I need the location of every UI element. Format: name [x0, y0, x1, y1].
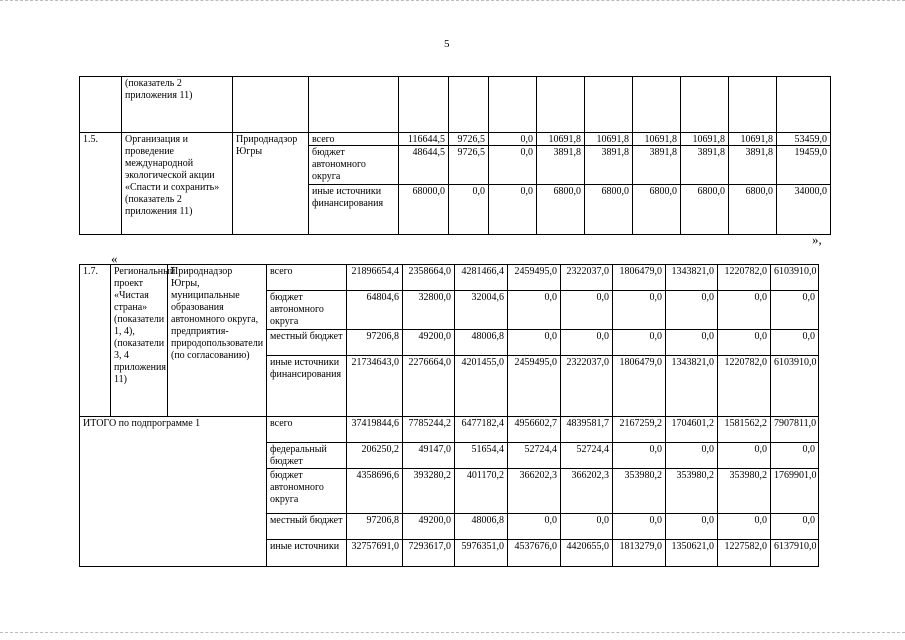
amount-cell: 49200,0 [403, 330, 454, 356]
amount-cell: 1220782,0 [718, 265, 770, 291]
amount-cell: 10691,8 [585, 133, 632, 146]
amount-cell: 116644,5 [399, 133, 448, 146]
row-name: (показатель 2 приложения 11) [122, 77, 233, 133]
closing-quote: », [812, 232, 822, 247]
scan-top-edge [0, 0, 905, 4]
amount-cell: 2276664,0 [408, 357, 451, 368]
amount-cell: 353980,2 [718, 469, 770, 514]
source-label: местный бюджет [267, 514, 346, 540]
amount-cell: 0,0 [520, 186, 533, 197]
amount-cell: 393280,2 [403, 469, 454, 514]
amount-cell: 0,0 [561, 514, 612, 540]
amount-cell: 6800,0 [745, 186, 773, 197]
amount-cell: 21896654,4 [347, 265, 402, 291]
amount-cell: 6800,0 [601, 186, 629, 197]
amount-cell: 353980,2 [613, 469, 665, 514]
amount-cell: 366202,3 [508, 469, 560, 514]
amount-cell: 4201455,0 [461, 357, 504, 368]
table-row [80, 265, 819, 417]
amount-cell: 19459,0 [777, 146, 830, 185]
source-label: иные источники финансирования [312, 186, 384, 209]
amount-cell: 1769901,0 [771, 469, 818, 514]
amount-cell: 0,0 [771, 330, 818, 356]
row-name: Региональный проект «Чистая страна» (показатели 1, 4), (показатели 3, 4 приложения 11) [111, 265, 168, 417]
source-label: всего [267, 265, 346, 291]
amount-cell: 97206,8 [347, 330, 402, 356]
source-label: иные источники [270, 541, 340, 552]
amount-cell: 4537676,0 [514, 541, 557, 552]
row-executor: Природнадзор Югры, муниципальные образования автономного округа, предприятия-природопользователи (по согласованию) [168, 265, 267, 417]
row-name: Организация и проведение международной экологической акции «Спасти и сохранить» (показатель 2 приложения 11) [122, 133, 233, 235]
amount-cell: 0,0 [489, 146, 536, 185]
source-label: бюджет автономного округа [309, 146, 398, 185]
amount-cell: 34000,0 [794, 186, 827, 197]
amount-cell: 4956602,7 [508, 417, 560, 443]
amount-cell: 6800,0 [697, 186, 725, 197]
table-section-1-5 [79, 76, 831, 235]
amount-cell: 401170,2 [455, 469, 507, 514]
table-row [80, 77, 831, 133]
amount-cell: 1350621,0 [671, 541, 714, 552]
amount-cell: 3891,8 [633, 146, 680, 185]
amount-cell: 10691,8 [729, 133, 776, 146]
source-label: бюджет автономного округа [267, 469, 346, 514]
amount-cell: 206250,2 [347, 443, 402, 469]
amount-cell: 68000,0 [412, 186, 445, 197]
amount-cell: 1220782,0 [724, 357, 767, 368]
amount-cell: 21734643,0 [351, 357, 399, 368]
amount-cell: 0,0 [508, 514, 560, 540]
amount-cell: 6103910,0 [774, 357, 817, 368]
table-section-1-7 [79, 264, 819, 567]
amount-cell: 0,0 [561, 330, 612, 356]
amount-cell: 97206,8 [347, 514, 402, 540]
amount-cell: 1343821,0 [671, 357, 714, 368]
source-label: бюджет автономного округа [267, 291, 346, 330]
amount-cell: 0,0 [489, 133, 536, 146]
amount-cell: 48644,5 [399, 146, 448, 185]
amount-cell: 0,0 [718, 330, 770, 356]
amount-cell: 0,0 [613, 443, 665, 469]
amount-cell: 0,0 [666, 291, 717, 330]
amount-cell: 1704601,2 [666, 417, 717, 443]
amount-cell: 0,0 [771, 443, 818, 469]
amount-cell: 5976351,0 [461, 541, 504, 552]
amount-cell: 4358696,6 [347, 469, 402, 514]
amount-cell: 51654,4 [455, 443, 507, 469]
amount-cell: 3891,8 [537, 146, 584, 185]
amount-cell: 3891,8 [585, 146, 632, 185]
amount-cell: 32004,6 [455, 291, 507, 330]
amount-cell: 2459495,0 [508, 265, 560, 291]
amount-cell: 9726,5 [449, 133, 488, 146]
amount-cell: 1813279,0 [619, 541, 662, 552]
amount-cell: 7293617,0 [408, 541, 451, 552]
amount-cell: 0,0 [666, 443, 717, 469]
source-column [267, 417, 347, 567]
total-label: ИТОГО по подпрограмме 1 [80, 417, 267, 567]
amount-cell: 52724,4 [561, 443, 612, 469]
amount-cell: 2459495,0 [514, 357, 557, 368]
amount-cell: 48006,8 [455, 330, 507, 356]
amount-cell: 7785244,2 [403, 417, 454, 443]
amount-cell: 32757691,0 [351, 541, 399, 552]
amount-cell: 37419844,6 [347, 417, 402, 443]
amount-cell: 4281466,4 [455, 265, 507, 291]
row-number: 1.5. [80, 133, 122, 235]
amount-cell: 10691,8 [537, 133, 584, 146]
amount-cell: 2322037,0 [566, 357, 609, 368]
amount-cell: 0,0 [718, 291, 770, 330]
amount-cell: 353980,2 [666, 469, 717, 514]
amount-cell: 6800,0 [649, 186, 677, 197]
amount-cell: 6103910,0 [771, 265, 818, 291]
amount-cell: 6477182,4 [455, 417, 507, 443]
amount-cell: 2167259,2 [613, 417, 665, 443]
source-column [309, 133, 399, 235]
amount-cell: 0,0 [718, 514, 770, 540]
page-number: 5 [444, 38, 450, 50]
amount-cell: 0,0 [613, 291, 665, 330]
amount-cell: 1806479,0 [613, 265, 665, 291]
source-label: всего [267, 417, 346, 443]
amount-cell: 0,0 [666, 330, 717, 356]
amount-cell: 1343821,0 [666, 265, 717, 291]
amount-cell: 0,0 [561, 291, 612, 330]
amount-cell: 0,0 [666, 514, 717, 540]
amount-cell: 0,0 [472, 186, 485, 197]
amount-cell: 0,0 [771, 291, 818, 330]
amount-cell: 0,0 [508, 330, 560, 356]
amount-cell: 49147,0 [403, 443, 454, 469]
amount-cell: 64804,6 [347, 291, 402, 330]
amount-cell: 1581562,2 [718, 417, 770, 443]
source-label: местный бюджет [267, 330, 346, 356]
amount-cell: 9726,5 [449, 146, 488, 185]
scan-bottom-edge [0, 632, 905, 636]
amount-cell: 4420655,0 [566, 541, 609, 552]
amount-cell: 7907811,0 [771, 417, 818, 443]
amount-cell: 10691,8 [681, 133, 728, 146]
amount-cell: 0,0 [718, 443, 770, 469]
amount-cell: 0,0 [771, 514, 818, 540]
opening-quote: « [111, 251, 118, 266]
amount-cell: 2358664,0 [403, 265, 454, 291]
amount-cell: 53459,0 [777, 133, 830, 146]
amount-cell: 49200,0 [403, 514, 454, 540]
source-label: иные источники финансирования [270, 357, 342, 380]
table-row-total [80, 417, 819, 567]
amount-cell: 0,0 [613, 330, 665, 356]
amount-cell: 366202,3 [561, 469, 612, 514]
source-label: всего [309, 133, 398, 146]
amount-cell: 3891,8 [681, 146, 728, 185]
amount-cell: 6137910,0 [774, 541, 817, 552]
amount-cell: 52724,4 [508, 443, 560, 469]
row-executor: Природнадзор Югры [233, 133, 309, 235]
amount-cell: 3891,8 [729, 146, 776, 185]
amount-cell: 1806479,0 [619, 357, 662, 368]
amount-cell: 6800,0 [553, 186, 581, 197]
amount-cell: 32800,0 [403, 291, 454, 330]
amount-cell: 10691,8 [633, 133, 680, 146]
row-number: 1.7. [80, 265, 111, 417]
amount-cell: 1227582,0 [724, 541, 767, 552]
amount-cell: 0,0 [613, 514, 665, 540]
amount-cell: 2322037,0 [561, 265, 612, 291]
amount-cell: 4839581,7 [561, 417, 612, 443]
table-row [80, 133, 831, 235]
amount-cell: 48006,8 [455, 514, 507, 540]
amount-cell: 0,0 [508, 291, 560, 330]
source-label: федеральный бюджет [267, 443, 346, 469]
source-column [267, 265, 347, 417]
